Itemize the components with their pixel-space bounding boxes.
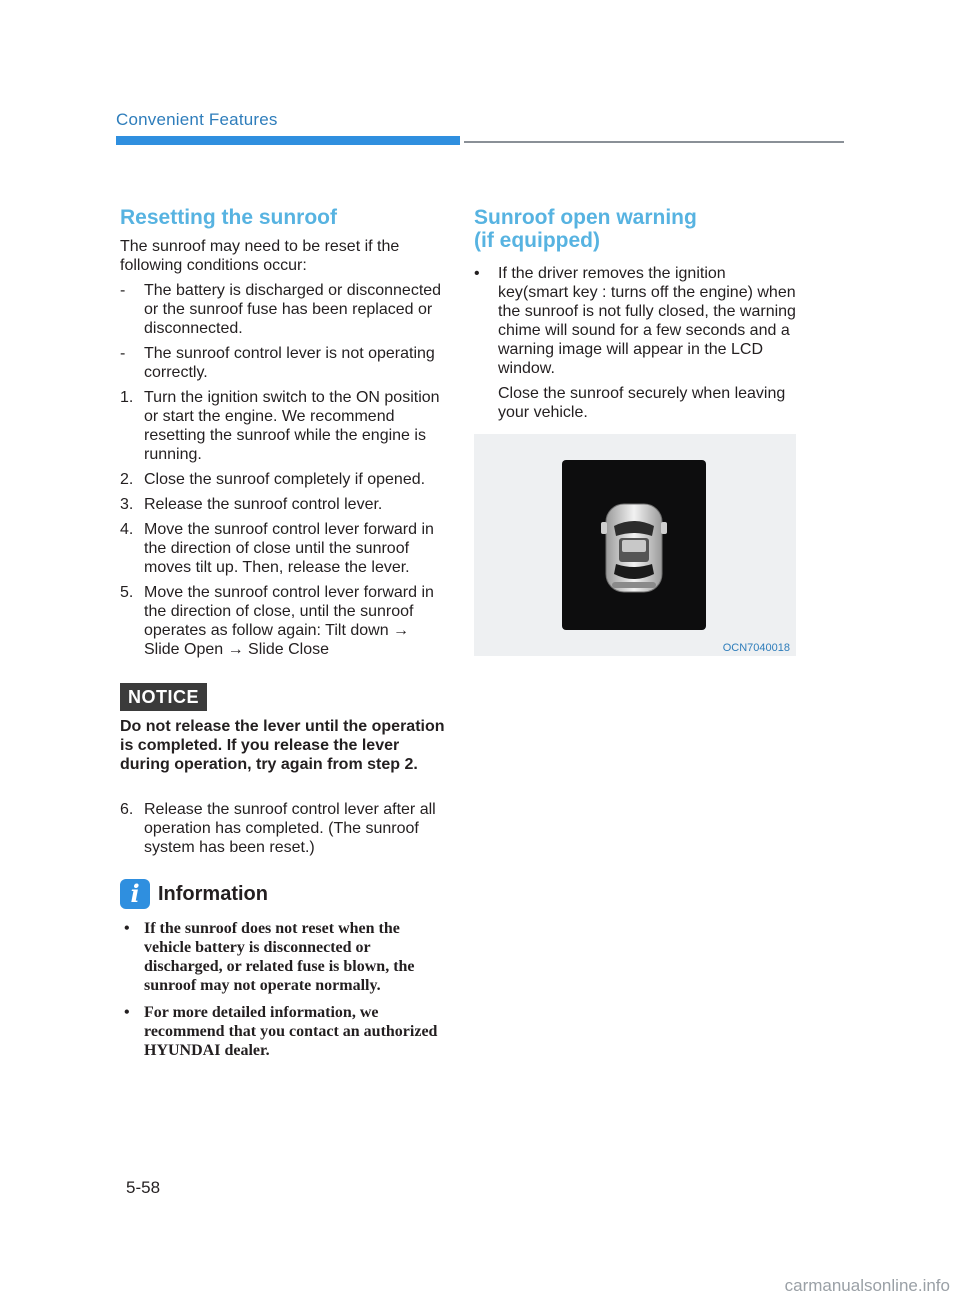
dash-marker: -	[120, 345, 126, 362]
notice-badge: NOTICE	[120, 683, 207, 711]
info-item	[124, 919, 445, 995]
warning-bullet	[474, 264, 796, 378]
condition-text: The sunroof control lever is not operating correctly.	[144, 345, 435, 381]
header-bar-accent	[116, 136, 460, 145]
step-item	[120, 583, 445, 659]
warning-text: If the driver removes the ignition key(smart key : turns off the engine) when the sunroof is not fully closed, the warning chime will sound for a few seconds and a warning image will appear in the LCD window.	[498, 265, 796, 377]
information-header	[120, 879, 445, 909]
notice-text: Do not release the lever until the operation is completed. If you release the lever during operation, try again from step 2.	[120, 718, 445, 773]
bullet-marker: •	[474, 265, 480, 282]
step-item	[120, 800, 445, 857]
step-number: 1.	[120, 389, 134, 406]
condition-item	[120, 281, 445, 338]
intro-text: The sunroof may need to be reset if the following conditions occur:	[120, 238, 400, 274]
step-item	[120, 470, 445, 489]
section-title-line: Sunroof open warning	[474, 206, 697, 229]
page-number: 5-58	[126, 1178, 161, 1197]
dash-marker: -	[120, 282, 126, 299]
section-title-open-warning	[474, 206, 796, 252]
information-label: Information	[158, 882, 268, 905]
figure-code: OCN7040018	[722, 642, 790, 654]
condition-item	[120, 344, 445, 382]
step-text: Release the sunroof control lever after all operation has completed. (The sunroof system has been reset.)	[144, 801, 436, 856]
bullet-marker: •	[124, 1004, 130, 1021]
lcd-warning-figure	[474, 434, 796, 656]
condition-text: The battery is discharged or disconnected or the sunroof fuse has been replaced or disconnected.	[144, 282, 442, 337]
right-column	[474, 206, 796, 656]
header-bar-rule	[464, 141, 844, 143]
step-item	[120, 388, 445, 464]
info-item	[124, 1003, 445, 1060]
step-number: 3.	[120, 496, 134, 513]
lcd-window	[562, 460, 706, 630]
info-icon: i	[120, 879, 150, 909]
car-top-view-icon	[562, 460, 706, 630]
info-text: For more detailed information, we recommend that you contact an authorized HYUNDAI dealer.	[144, 1004, 438, 1059]
warning-continued	[474, 384, 796, 422]
step-text: Release the sunroof control lever.	[144, 496, 383, 513]
step-text: Move the sunroof control lever forward in the direction of close until the sunroof moves tilt up. Then, release the lever.	[144, 521, 434, 576]
step-number: 4.	[120, 521, 134, 538]
section-title-resetting: Resetting the sunroof	[120, 206, 338, 229]
step-text: Turn the ignition switch to the ON position or start the engine. We recommend resetting the sunroof while the engine is running.	[144, 389, 440, 463]
step-text: Move the sunroof control lever forward in the direction of close, until the sunroof operates as follow again: Tilt down → Slide Open → Slide Close	[144, 584, 434, 658]
bullet-marker: •	[124, 920, 130, 937]
step-text: Close the sunroof completely if opened.	[144, 471, 426, 488]
warning-continued-text: Close the sunroof securely when leaving your vehicle.	[498, 385, 786, 421]
step-number: 6.	[120, 801, 134, 818]
watermark: carmanualsonline.info	[784, 1276, 950, 1295]
step-number: 2.	[120, 471, 134, 488]
left-column	[120, 206, 445, 1068]
section-title-line: (if equipped)	[474, 229, 600, 252]
step-number: 5.	[120, 584, 134, 601]
info-text: If the sunroof does not reset when the vehicle battery is disconnected or discharged, or related fuse is blown, the sunroof may not operate normally.	[144, 920, 415, 994]
step-item	[120, 495, 445, 514]
header-title: Convenient Features	[116, 110, 278, 129]
step-item	[120, 520, 445, 577]
